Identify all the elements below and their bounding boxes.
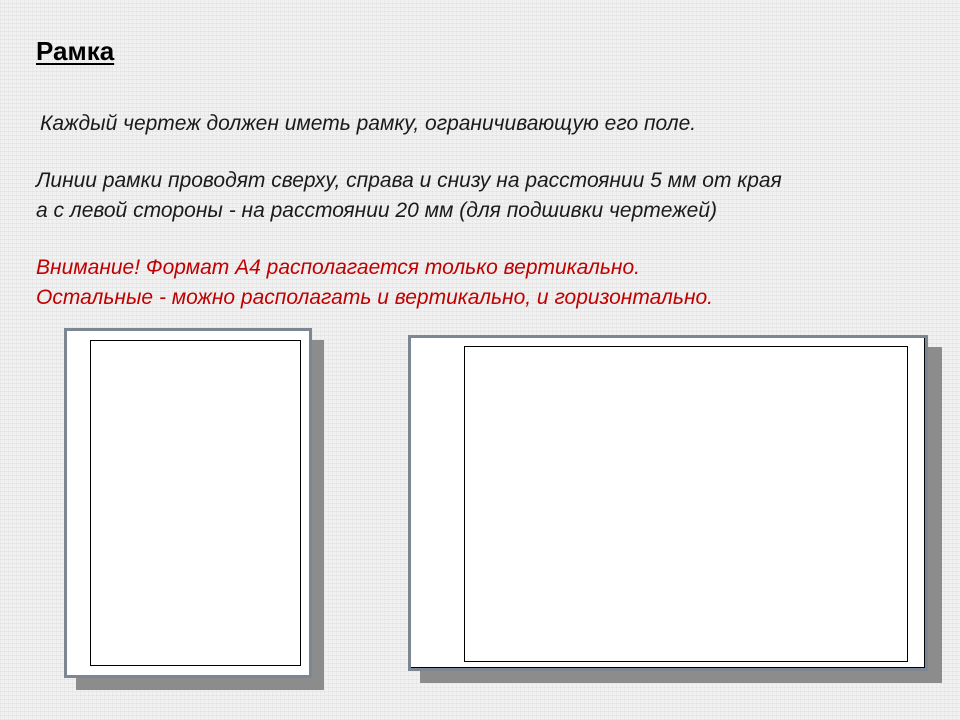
portrait-sheet-illustration: [64, 328, 324, 690]
landscape-sheet-bottom-edge-line: [411, 667, 925, 668]
warning-line-1: Внимание! Формат А4 располагается только вертикально.: [36, 256, 640, 279]
portrait-sheet: [64, 328, 312, 678]
landscape-sheet-illustration: [408, 335, 942, 683]
landscape-drawing-frame: [464, 346, 908, 662]
warning-line-2: Остальные - можно располагать и вертикально, и горизонтально.: [36, 286, 714, 309]
slide-title: Рамка: [36, 36, 115, 66]
paragraph-frame-lines-2: а с левой стороны - на расстоянии 20 мм (для подшивки чертежей): [36, 199, 718, 222]
portrait-drawing-frame: [90, 340, 301, 666]
paragraph-frame-definition: Каждый чертеж должен иметь рамку, ограничивающую его поле.: [40, 112, 697, 135]
landscape-sheet-right-edge-line: [924, 338, 925, 668]
landscape-sheet: [408, 335, 928, 671]
paragraph-frame-lines-1: Линии рамки проводят сверху, справа и снизу на расстоянии 5 мм от края: [36, 169, 782, 192]
